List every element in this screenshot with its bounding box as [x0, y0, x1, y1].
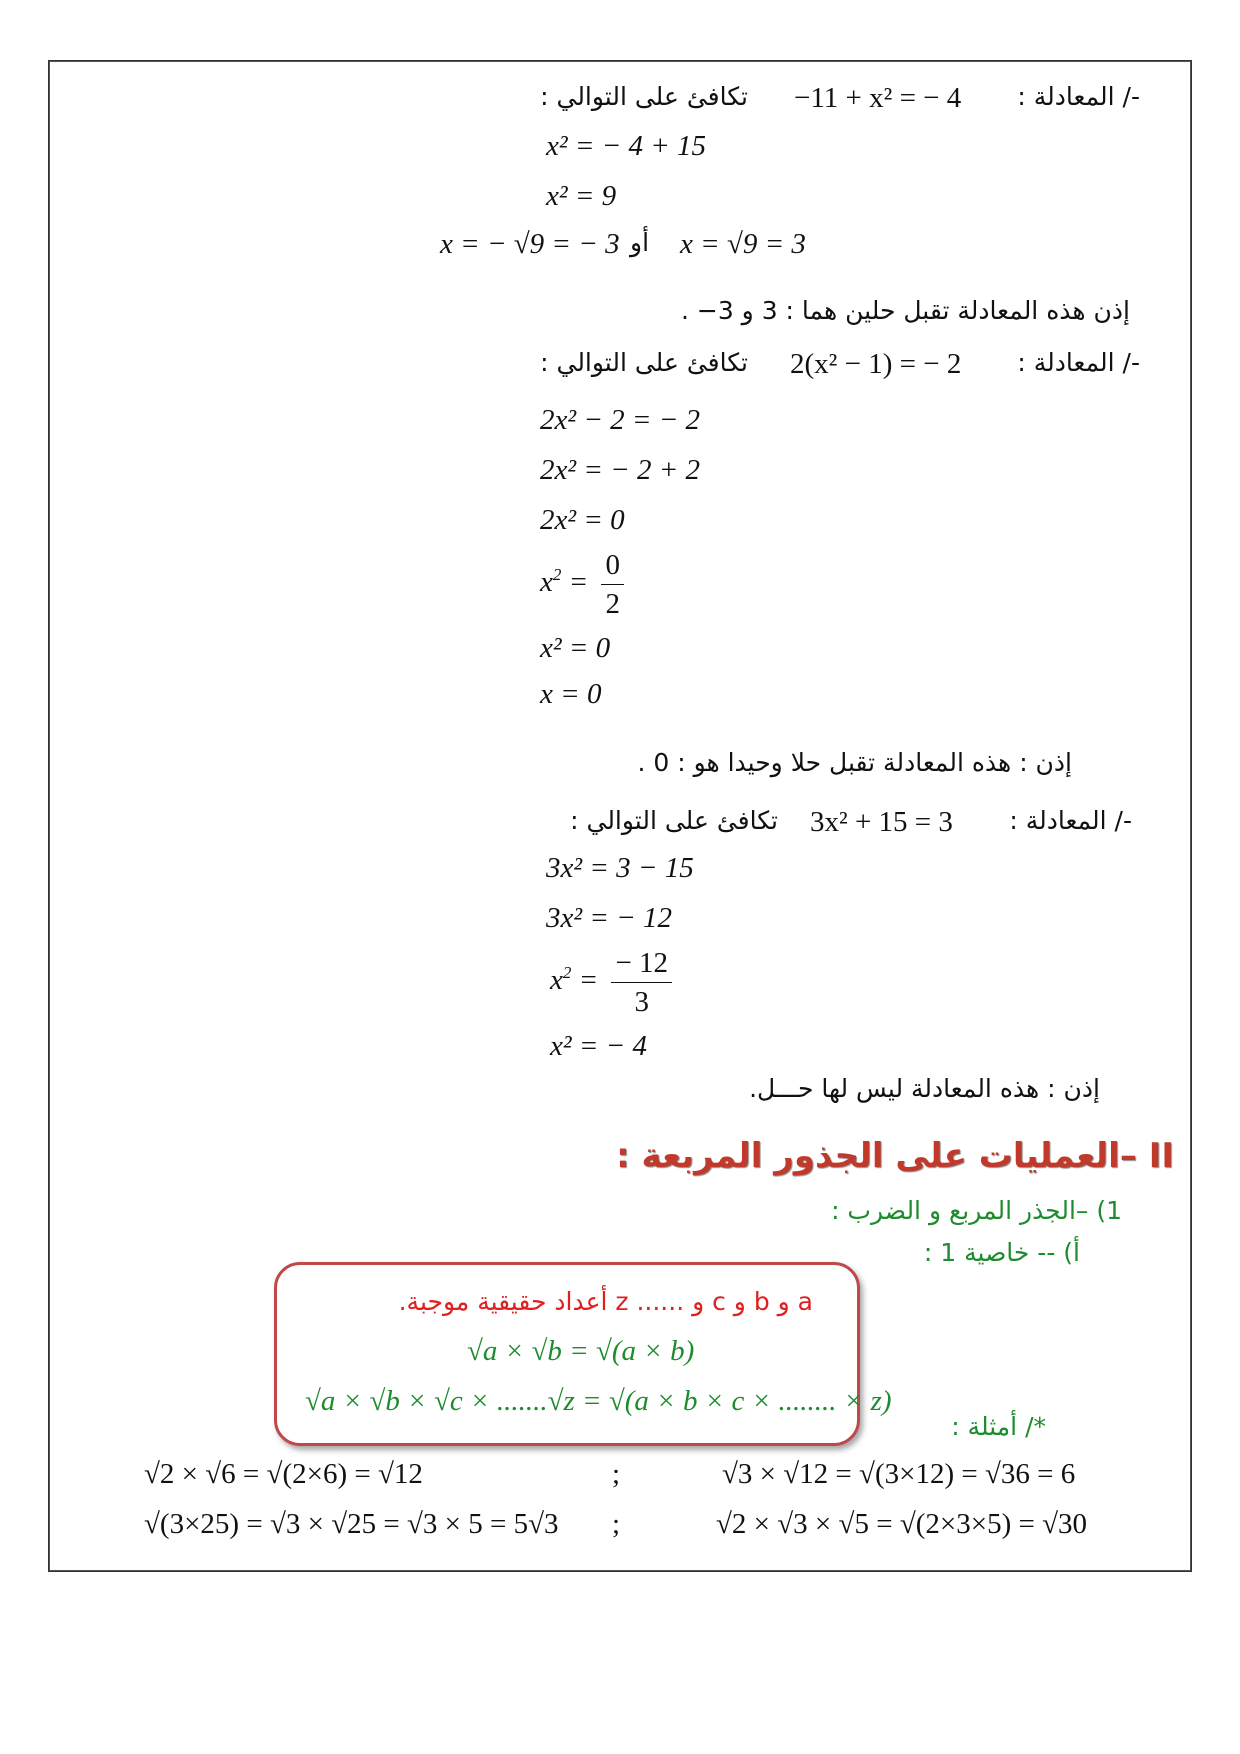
eq1-solution-left: x = − √9 = − 3	[440, 228, 620, 260]
example-1: √3 × √12 = √(3×12) = √36 = 6	[722, 1458, 1076, 1490]
eq2-step4-fraction: $x^2$ = $\frac{0}{2}$	[540, 548, 624, 621]
eq2-step6: x = 0	[540, 678, 602, 710]
example-separator-2: ;	[612, 1508, 621, 1540]
eq3-equivalent: تكافئ على التوالي :	[570, 806, 778, 835]
examples-heading: */ أمثلة :	[951, 1412, 1046, 1441]
eq2-step2: 2x² = − 2 + 2	[540, 454, 701, 486]
eq2-step5: x² = 0	[540, 632, 611, 664]
eq1-label: -/ المعادلة :	[1017, 82, 1140, 111]
eq2-frac-num: 0	[601, 548, 624, 585]
example-separator-1: ;	[612, 1458, 621, 1490]
eq2-label: -/ المعادلة :	[1017, 348, 1140, 377]
eq3-step1: 3x² = 3 − 15	[546, 852, 694, 884]
eq2-step3: 2x² = 0	[540, 504, 625, 536]
property-1-title: أ) -- خاصية 1 :	[923, 1238, 1080, 1267]
eq1-equivalent: تكافئ على التوالي :	[540, 82, 748, 111]
eq2-equation: 2(x² − 1) = − 2	[790, 348, 962, 380]
eq2-equivalent: تكافئ على التوالي :	[540, 348, 748, 377]
eq3-frac-num: − 12	[611, 946, 672, 983]
eq1-solution-right: x = √9 = 3	[680, 228, 806, 260]
eq3-conclusion: إذن : هذه المعادلة ليس لها حـــل.	[749, 1074, 1100, 1103]
eq3-step2: 3x² = − 12	[546, 902, 672, 934]
eq3-equation: 3x² + 15 = 3	[810, 806, 953, 838]
eq2-step1: 2x² − 2 = − 2	[540, 404, 701, 436]
eq3-frac-den: 3	[634, 986, 649, 1018]
example-3: √2 × √3 × √5 = √(2×3×5) = √30	[716, 1508, 1088, 1540]
eq1-equation: −11 + x² = − 4	[794, 82, 962, 114]
eq3-step3-fraction: $x^2$ = $\frac{- 12}{3}$	[550, 946, 672, 1019]
eq1-conclusion: إذن هذه المعادلة تقبل حلين هما : 3 و 3− .	[680, 296, 1130, 325]
eq1-step2: x² = 9	[546, 180, 617, 212]
subsection-1-title: 1) –الجذر المربع و الضرب :	[831, 1196, 1122, 1225]
eq1-or-word: أو	[630, 228, 650, 257]
eq1-step1: x² = − 4 + 15	[546, 130, 707, 162]
example-4: √(3×25) = √3 × √25 = √3 × 5 = 5√3	[144, 1508, 559, 1540]
property-statement: a و b و c و ...... z أعداد حقيقية موجبة.	[398, 1287, 813, 1316]
property-formula-1: √a × √b = √(a × b)	[467, 1335, 695, 1367]
section-2-title: II –العمليات على الجذور المربعة :	[616, 1136, 1174, 1176]
example-2: √2 × √6 = √(2×6) = √12	[144, 1458, 423, 1490]
eq2-conclusion: إذن : هذه المعادلة تقبل حلا وحيدا هو : 0 .	[637, 748, 1072, 777]
property-box	[274, 1262, 892, 1446]
property-formula-2: √a × √b × √c × .......√z = √(a × b × c × ........ × z)	[305, 1385, 892, 1417]
eq2-frac-den: 2	[605, 588, 620, 620]
eq3-step4: x² = − 4	[550, 1030, 647, 1062]
eq3-label: -/ المعادلة :	[1009, 806, 1132, 835]
